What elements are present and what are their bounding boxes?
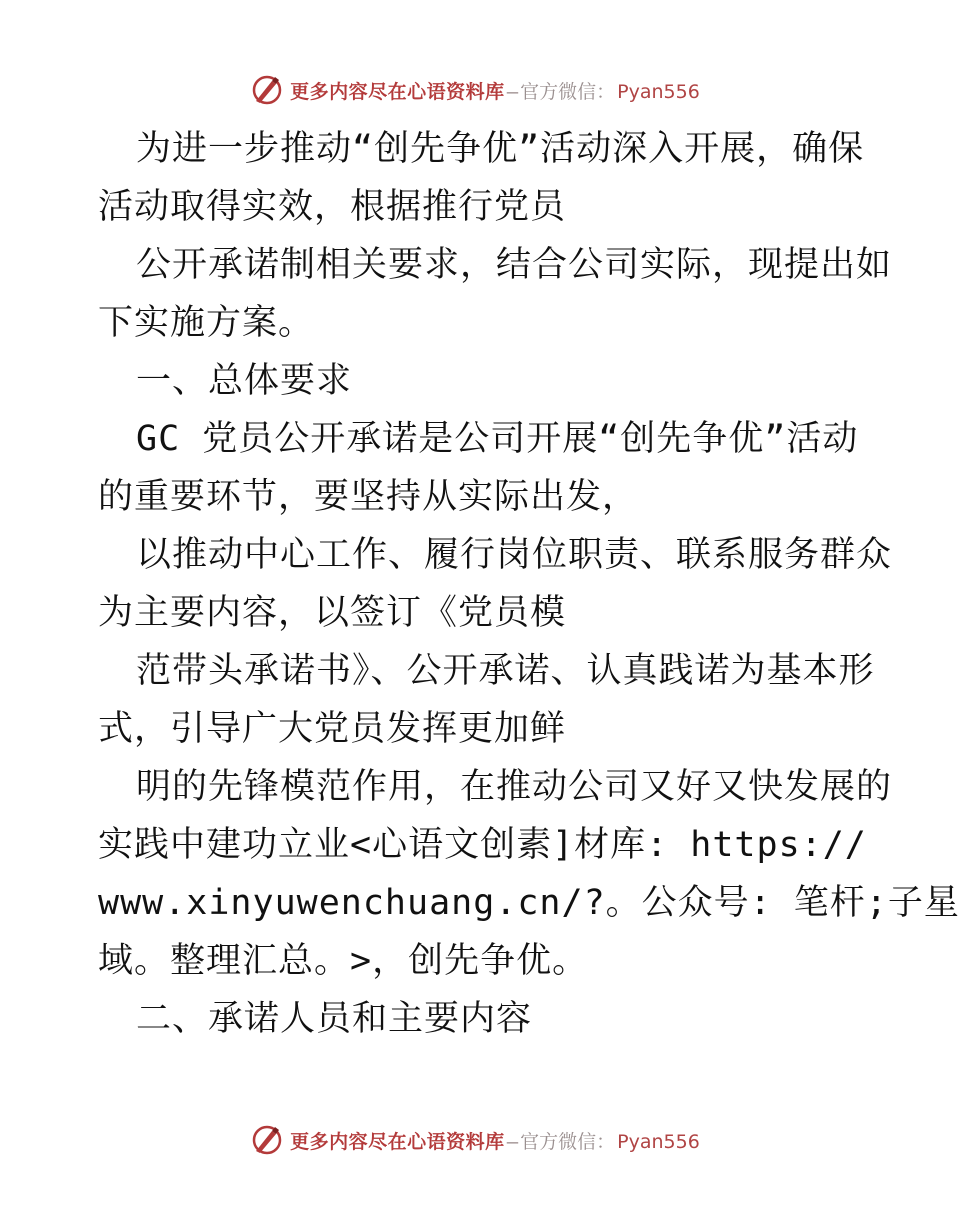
text-line: 下实施方案。 — [98, 303, 315, 343]
text-line: 的重要环节，要坚持从实际出发， — [98, 477, 639, 517]
text-line: 活动取得实效，根据推行党员 — [98, 187, 567, 227]
text-line: 为主要内容，以签订《党员模 — [98, 593, 567, 633]
section-heading: 一、总体要求 — [136, 361, 353, 401]
document-body — [98, 120, 960, 1048]
header-banner — [0, 70, 950, 110]
banner-title: 更多内容尽在心语资料库 — [290, 80, 505, 103]
text-line: 以推动中心工作、履行岗位职责、联系服务群众 — [136, 535, 893, 575]
text-line: www.xinyuwenchuang.cn/?。公众号: 笔杆;子星 — [98, 883, 960, 923]
banner-text — [290, 77, 700, 104]
footer-banner — [0, 1120, 950, 1160]
text-line: GC 党员公开承诺是公司开展“创先争优”活动 — [136, 419, 859, 459]
text-line: 范带头承诺书》、公开承诺、认真践诺为基本形 — [136, 651, 875, 691]
banner-wechat-label: 官方微信： — [520, 80, 616, 103]
text-line: 实践中建功立业<心语文创素]材库: https:// — [98, 825, 867, 865]
text-line: 域。整理汇总。>，创先争优。 — [98, 941, 589, 981]
banner-dash: — — [506, 80, 519, 103]
section-heading: 二、承诺人员和主要内容 — [136, 999, 533, 1039]
banner-wechat-label: 官方微信： — [520, 1130, 616, 1153]
banner-dash: — — [506, 1130, 519, 1153]
banner-title: 更多内容尽在心语资料库 — [290, 1130, 505, 1153]
text-line: 为进一步推动“创先争优”活动深入开展，确保 — [136, 129, 865, 169]
pen-logo-icon — [250, 73, 284, 107]
text-line: 式，引导广大党员发挥更加鲜 — [98, 709, 567, 749]
banner-wechat-id: Pyan556 — [617, 1130, 700, 1153]
text-line: 明的先锋模范作用，在推动公司又好又快发展的 — [136, 767, 893, 807]
banner-wechat-id: Pyan556 — [617, 80, 700, 103]
text-line: 公开承诺制相关要求，结合公司实际，现提出如 — [136, 245, 893, 285]
pen-logo-icon — [250, 1123, 284, 1157]
banner-text — [290, 1127, 700, 1154]
